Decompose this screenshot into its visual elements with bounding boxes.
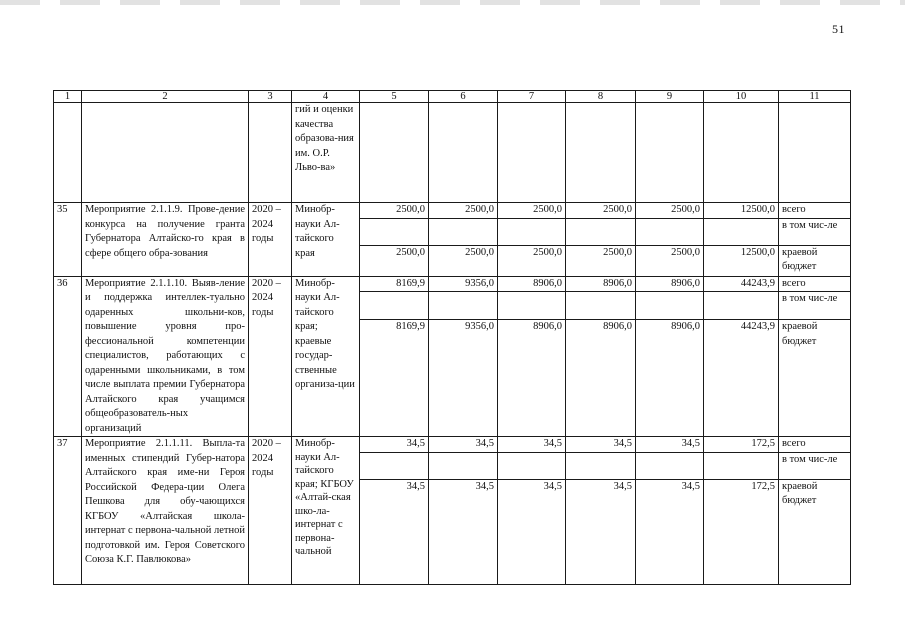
value-2022: 8906,0 xyxy=(498,276,566,292)
value-sum: 12500,0 xyxy=(704,203,779,219)
value-2021: 2500,0 xyxy=(429,203,498,219)
value-sum: 172,5 xyxy=(704,479,779,584)
value-2023: 2500,0 xyxy=(566,203,636,219)
value-2023: 34,5 xyxy=(566,437,636,453)
value-2020: 34,5 xyxy=(360,479,429,584)
value-2021: 9356,0 xyxy=(429,320,498,437)
executor-cell: Минобр-науки Ал-тайского края; краевые государ-ственные организа-ции xyxy=(292,276,360,437)
value-2021: 2500,0 xyxy=(429,245,498,276)
empty-cell xyxy=(704,452,779,479)
col-header-5: 5 xyxy=(360,91,429,103)
empty-cell xyxy=(636,218,704,245)
source-incl-label: в том чис-ле xyxy=(779,452,851,479)
empty-cell xyxy=(429,218,498,245)
value-2024: 8906,0 xyxy=(636,320,704,437)
empty-cell xyxy=(498,452,566,479)
value-2024: 34,5 xyxy=(636,437,704,453)
measure-description: Мероприятие 2.1.1.10. Выяв-ление и поддержка интеллек-туально одаренных школьни-ков, повышение уровня про-фессиональной компетенции специалистов, работающих с одаренными школьниками, в том числе выплата премии Губернатора Алтайского края учащимся общеобразователь-ных организаций xyxy=(82,276,249,437)
source-regional-label: краевой бюджет xyxy=(779,479,851,584)
col-header-2: 2 xyxy=(82,91,249,103)
col-header-3: 3 xyxy=(249,91,292,103)
table-row xyxy=(54,437,851,453)
empty-cell xyxy=(429,292,498,320)
col-header-1: 1 xyxy=(54,91,82,103)
empty-cell xyxy=(636,452,704,479)
value-2022: 2500,0 xyxy=(498,203,566,219)
empty-cell xyxy=(360,103,429,203)
col-header-10: 10 xyxy=(704,91,779,103)
empty-cell xyxy=(636,292,704,320)
value-2022: 8906,0 xyxy=(498,320,566,437)
value-2020: 2500,0 xyxy=(360,245,429,276)
source-total-label: всего xyxy=(779,203,851,219)
source-total-label: всего xyxy=(779,437,851,453)
value-2024: 2500,0 xyxy=(636,245,704,276)
years-cell: 2020 – 2024 годы xyxy=(249,437,292,585)
value-2024: 8906,0 xyxy=(636,276,704,292)
scan-edge-artifact xyxy=(0,0,905,5)
empty-cell xyxy=(566,452,636,479)
empty-cell xyxy=(360,452,429,479)
empty-cell xyxy=(704,292,779,320)
value-2020: 8169,9 xyxy=(360,276,429,292)
years-cell: 2020 – 2024 годы xyxy=(249,276,292,437)
empty-cell xyxy=(779,103,851,203)
empty-cell xyxy=(249,103,292,203)
empty-cell xyxy=(360,218,429,245)
col-header-7: 7 xyxy=(498,91,566,103)
row-number: 35 xyxy=(54,203,82,277)
empty-cell xyxy=(636,103,704,203)
budget-table xyxy=(53,90,851,585)
col-header-11: 11 xyxy=(779,91,851,103)
executor-cell: Минобр-науки Ал-тайского края xyxy=(292,203,360,277)
source-incl-label: в том чис-ле xyxy=(779,292,851,320)
value-2023: 34,5 xyxy=(566,479,636,584)
source-total-label: всего xyxy=(779,276,851,292)
source-regional-label: краевой бюджет xyxy=(779,245,851,276)
value-2021: 34,5 xyxy=(429,479,498,584)
value-2020: 8169,9 xyxy=(360,320,429,437)
value-2024: 2500,0 xyxy=(636,203,704,219)
table-row xyxy=(54,203,851,219)
col-header-9: 9 xyxy=(636,91,704,103)
value-2022: 34,5 xyxy=(498,479,566,584)
value-2023: 8906,0 xyxy=(566,320,636,437)
column-number-row xyxy=(54,91,851,103)
empty-cell xyxy=(429,452,498,479)
empty-cell xyxy=(429,103,498,203)
executor-continuation: гий и оценки качества образова-ния им. О.Р. Льво-ва» xyxy=(292,103,360,203)
value-2021: 34,5 xyxy=(429,437,498,453)
value-2023: 2500,0 xyxy=(566,245,636,276)
col-header-4: 4 xyxy=(292,91,360,103)
empty-cell xyxy=(498,218,566,245)
row-number: 37 xyxy=(54,437,82,585)
measure-description: Мероприятие 2.1.1.11. Выпла-та именных стипендий Губер-натора Алтайского края име-ни Героя Российской Федера-ции Олега Пешкова для обу-чающихся КГБОУ «Алтайская школа-интернат с первона-чальной летной подготовкой им. Героя Советского Союза К.Г. Павлюкова» xyxy=(82,437,249,585)
years-cell: 2020 – 2024 годы xyxy=(249,203,292,277)
empty-cell xyxy=(566,103,636,203)
empty-cell xyxy=(54,103,82,203)
source-regional-label: краевой бюджет xyxy=(779,320,851,437)
value-2020: 34,5 xyxy=(360,437,429,453)
value-sum: 172,5 xyxy=(704,437,779,453)
col-header-8: 8 xyxy=(566,91,636,103)
table-row xyxy=(54,276,851,292)
value-2022: 2500,0 xyxy=(498,245,566,276)
empty-cell xyxy=(498,292,566,320)
empty-cell xyxy=(566,218,636,245)
empty-cell xyxy=(82,103,249,203)
empty-cell xyxy=(566,292,636,320)
value-2023: 8906,0 xyxy=(566,276,636,292)
value-2022: 34,5 xyxy=(498,437,566,453)
value-sum: 12500,0 xyxy=(704,245,779,276)
value-2020: 2500,0 xyxy=(360,203,429,219)
value-2021: 9356,0 xyxy=(429,276,498,292)
executor-cell: Минобр-науки Ал-тайского края; КГБОУ «Алтай-ская шко-ла-интернат с первона-чальной xyxy=(292,437,360,585)
empty-cell xyxy=(704,218,779,245)
measure-description: Мероприятие 2.1.1.9. Прове-дение конкурса на получение гранта Губернатора Алтайско-го края в сфере общего обра-зования xyxy=(82,203,249,277)
value-sum: 44243,9 xyxy=(704,320,779,437)
empty-cell xyxy=(498,103,566,203)
continuation-row xyxy=(54,103,851,203)
value-sum: 44243,9 xyxy=(704,276,779,292)
col-header-6: 6 xyxy=(429,91,498,103)
source-incl-label: в том чис-ле xyxy=(779,218,851,245)
empty-cell xyxy=(704,103,779,203)
row-number: 36 xyxy=(54,276,82,437)
empty-cell xyxy=(360,292,429,320)
value-2024: 34,5 xyxy=(636,479,704,584)
page-number: 51 xyxy=(832,22,845,36)
